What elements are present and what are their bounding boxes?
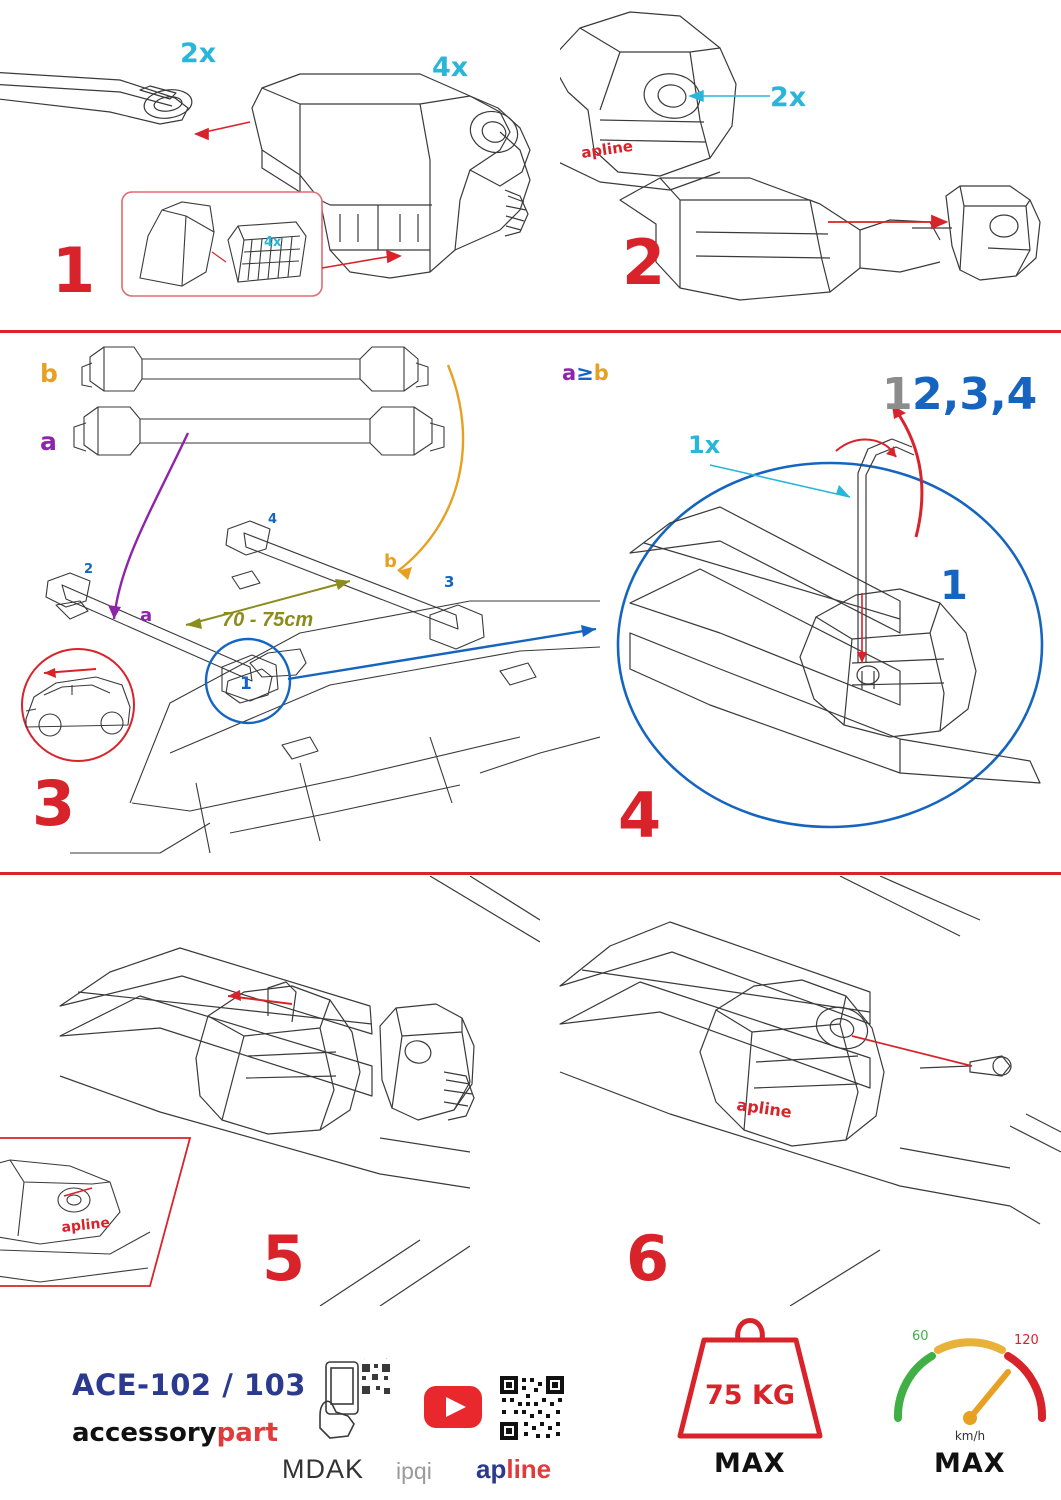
step-1-panel (0, 0, 560, 330)
svg-text:4x: 4x (264, 235, 282, 250)
partner-apline-label (476, 1454, 551, 1485)
step-number-1: 1 (52, 234, 95, 307)
sequence-rest: 2,3,4 (912, 369, 1038, 420)
apline-part1: ap (476, 1454, 507, 1484)
svg-text:apline: apline (735, 1095, 794, 1122)
weight-value: 75 KG (704, 1380, 796, 1411)
step-number-5: 5 (262, 1222, 305, 1295)
svg-text:2: 2 (84, 562, 94, 577)
step-number-6: 6 (626, 1222, 669, 1295)
step-6-panel (540, 876, 1061, 1306)
footer-brand-block (40, 1368, 600, 1488)
apline-part2: line (506, 1454, 552, 1484)
qty-label-rail: 2x (180, 38, 217, 69)
detail-index: 1 (940, 563, 968, 609)
qty-label-lock: 2x (770, 82, 807, 113)
condition-symbol: ≥ (576, 361, 594, 385)
condition-label (562, 361, 609, 385)
partner-ipqi-label: ipqi (396, 1458, 432, 1484)
svg-text:3: 3 (444, 573, 455, 591)
step-number-3: 3 (32, 767, 75, 840)
svg-text:4: 4 (268, 512, 278, 527)
weight-max-caption: MAX (714, 1448, 786, 1479)
step-5-panel (0, 876, 540, 1306)
product-code: ACE-102 / 103 (72, 1368, 306, 1402)
step-3-illustration (0, 333, 600, 872)
brand-name-part1: accessory (72, 1418, 217, 1448)
youtube-icon[interactable] (424, 1386, 482, 1428)
scan-qr-icon[interactable] (318, 1358, 394, 1444)
step-6-illustration (540, 876, 1061, 1306)
qty-label-key: 1x (688, 431, 721, 459)
step-2-panel (560, 0, 1061, 330)
brand-name (72, 1418, 278, 1448)
partner-mdak-label: MDAK (282, 1454, 365, 1484)
step-4-panel (562, 333, 1061, 872)
weight-limit-block (660, 1300, 840, 1490)
speed-limit-block (880, 1300, 1060, 1490)
sequence-first: 1 (882, 369, 913, 420)
speed-tick-low: 60 (912, 1329, 929, 1344)
section-divider-2 (0, 872, 1061, 875)
qty-label-foot: 4x (432, 52, 469, 83)
speedometer-icon (880, 1300, 1060, 1450)
step-number-2: 2 (622, 226, 665, 299)
condition-a: a (562, 361, 577, 385)
weight-icon (660, 1300, 840, 1450)
svg-text:1: 1 (240, 674, 252, 694)
svg-text:apline: apline (60, 1214, 111, 1236)
speed-unit: km/h (954, 1429, 986, 1443)
brand-name-part2: part (216, 1418, 279, 1448)
roof-label-b: b (384, 551, 397, 572)
distance-label: 70 - 75cm (222, 609, 314, 631)
bar-label-a: a (40, 427, 57, 456)
step-number-4: 4 (618, 779, 661, 852)
bar-label-b: b (40, 359, 58, 388)
svg-text:apline: apline (580, 136, 635, 162)
step-3-panel (0, 333, 600, 872)
condition-b: b (593, 361, 609, 385)
roof-label-a: a (140, 605, 153, 626)
speed-max-caption: MAX (934, 1448, 1006, 1479)
qr-code[interactable] (498, 1374, 566, 1442)
speed-tick-high: 120 (1014, 1333, 1039, 1348)
